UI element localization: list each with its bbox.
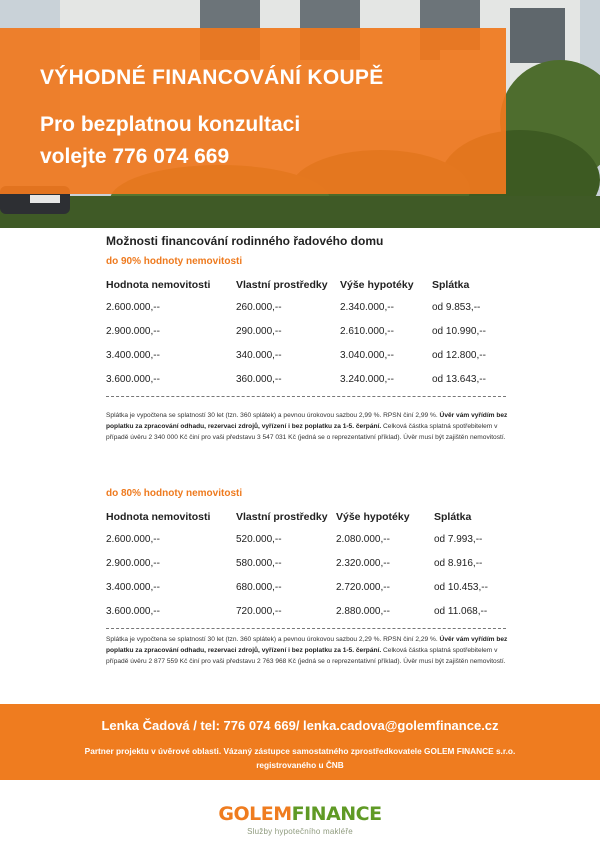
cell-own-funds: 290.000,-- — [236, 326, 282, 337]
cell-payment: od 8.916,-- — [434, 558, 483, 569]
hero-consult-line: Pro bezplatnou konzultaci — [40, 113, 301, 136]
cell-value: 2.600.000,-- — [106, 302, 160, 313]
cell-value: 2.900.000,-- — [106, 326, 160, 337]
note-fees: Úvěr vám vyřídím bez poplatku za zpracování odhadu, rezervaci zdrojů, vyřízení i bez poplatku za 1-5. čerpání. — [106, 412, 508, 431]
financing-table-90 — [106, 278, 522, 398]
col-header-payment: Splátka — [434, 511, 472, 523]
col-header-mortgage: Výše hypotéky — [336, 511, 410, 523]
cell-payment: od 13.643,-- — [432, 374, 486, 385]
logo-tagline: Služby hypotečního makléře — [247, 827, 353, 836]
table-header-row — [106, 510, 524, 534]
table90-footnote — [106, 410, 510, 444]
section-title: Možnosti financování rodinného řadového domu — [106, 234, 384, 248]
table-row — [106, 558, 524, 582]
cell-mortgage: 2.880.000,-- — [336, 606, 390, 617]
col-header-mortgage: Výše hypotéky — [340, 279, 414, 291]
contact-line: Lenka Čadová / tel: 776 074 669/ lenka.cadova@golemfinance.cz — [101, 718, 499, 733]
cell-payment: od 7.993,-- — [434, 534, 483, 545]
cell-mortgage: 2.340.000,-- — [340, 302, 394, 313]
cell-payment: od 9.853,-- — [432, 302, 481, 313]
golem-finance-logo — [0, 803, 600, 836]
note-rate: Splátka je vypočtena se splatností 30 let (tzn. 360 splátek) a pevnou úrokovou sazbou 2,29 %. RPSN činí 2,29 %. — [106, 636, 438, 643]
cell-own-funds: 340.000,-- — [236, 350, 282, 361]
dashed-divider — [106, 628, 506, 629]
logo-finance: FINANCE — [291, 803, 382, 825]
table-row — [106, 534, 524, 558]
cell-mortgage: 3.240.000,-- — [340, 374, 394, 385]
table-header-row — [106, 278, 522, 302]
cell-mortgage: 2.320.000,-- — [336, 558, 390, 569]
dashed-divider — [106, 396, 506, 397]
cell-payment: od 12.800,-- — [432, 350, 486, 361]
cell-value: 2.600.000,-- — [106, 534, 160, 545]
cell-payment: od 10.990,-- — [432, 326, 486, 337]
col-header-payment: Splátka — [432, 279, 470, 291]
cell-own-funds: 580.000,-- — [236, 558, 282, 569]
col-header-own-funds: Vlastní prostředky — [236, 279, 328, 291]
hero-headline: VÝHODNÉ FINANCOVÁNÍ KOUPĚ — [40, 66, 384, 89]
cell-value: 3.600.000,-- — [106, 374, 160, 385]
cell-own-funds: 720.000,-- — [236, 606, 282, 617]
cell-mortgage: 3.040.000,-- — [340, 350, 394, 361]
hero-phone-line: volejte 776 074 669 — [40, 145, 230, 168]
table-row — [106, 582, 524, 606]
cell-mortgage: 2.720.000,-- — [336, 582, 390, 593]
cell-mortgage: 2.080.000,-- — [336, 534, 390, 545]
table-row — [106, 350, 522, 374]
cell-value: 3.400.000,-- — [106, 350, 160, 361]
financing-table-80 — [106, 510, 524, 630]
table90-subtitle: do 90% hodnoty nemovitosti — [106, 256, 243, 267]
cell-own-funds: 520.000,-- — [236, 534, 282, 545]
note-rate: Splátka je vypočtena se splatností 30 let (tzn. 360 splátek) a pevnou úrokovou sazbou 2,99 %. RPSN činí 2,99 %. — [106, 412, 438, 419]
table80-subtitle: do 80% hodnoty nemovitosti — [106, 488, 243, 499]
hero-banner — [0, 0, 600, 228]
table-row — [106, 374, 522, 398]
contact-band — [0, 704, 600, 780]
cell-payment: od 10.453,-- — [434, 582, 488, 593]
note-fees: Úvěr vám vyřídím bez poplatku za zpracování odhadu, rezervaci zdrojů, vyřízení i bez poplatku za 1-5. čerpání. — [106, 636, 508, 655]
col-header-value: Hodnota nemovitosti — [106, 511, 211, 523]
partner-disclaimer: Partner projektu v úvěrové oblasti. Vázaný zástupce samostatného zprostředkovatele GOLEM FINANCE s.r.o. registrovaného u ČNB — [84, 746, 516, 770]
table-row — [106, 606, 524, 630]
cell-own-funds: 360.000,-- — [236, 374, 282, 385]
cell-mortgage: 2.610.000,-- — [340, 326, 394, 337]
cell-payment: od 11.068,-- — [434, 606, 488, 617]
table80-footnote — [106, 634, 510, 668]
note-total: Celková částka splatná spotřebitelem v případě úvěru 2 877 559 Kč činí pro vaši představu 2 763 968 Kč (jedná se o reprezentativní příklad). Úvěr musí být zajištěn nemovitostí. — [106, 647, 506, 666]
logo-golem: GOLEM — [218, 803, 292, 825]
col-header-value: Hodnota nemovitosti — [106, 279, 211, 291]
cell-value: 3.400.000,-- — [106, 582, 160, 593]
table-row — [106, 302, 522, 326]
col-header-own-funds: Vlastní prostředky — [236, 511, 328, 523]
cell-value: 2.900.000,-- — [106, 558, 160, 569]
note-total: Celková částka splatná spotřebitelem v případě úvěru 2 340 000 Kč činí pro vaši představu 3 547 031 Kč (jedná se o reprezentativní příklad). Úvěr musí být zajištěn nemovitostí. — [106, 423, 506, 442]
cell-own-funds: 680.000,-- — [236, 582, 282, 593]
cell-own-funds: 260.000,-- — [236, 302, 282, 313]
logo-wordmark — [0, 803, 600, 825]
cell-value: 3.600.000,-- — [106, 606, 160, 617]
table-row — [106, 326, 522, 350]
